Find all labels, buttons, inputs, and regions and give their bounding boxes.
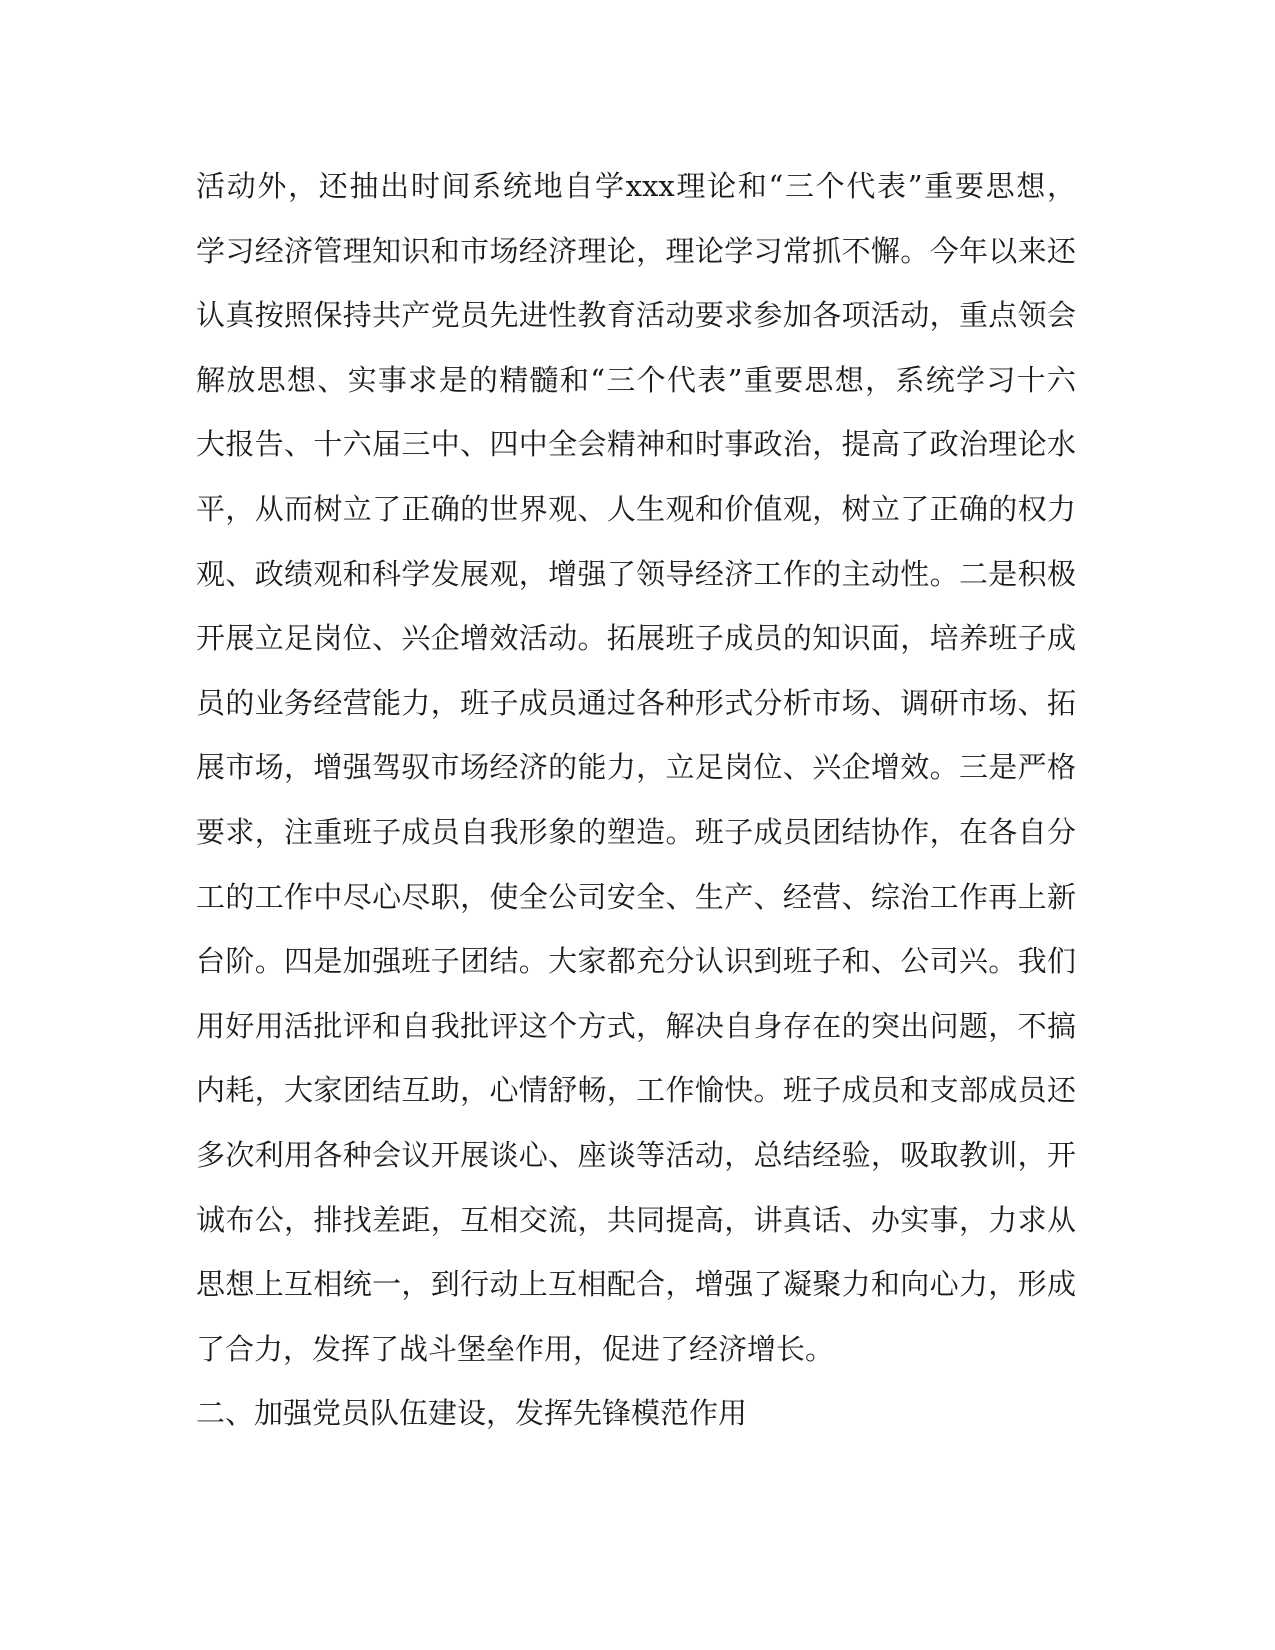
paragraph-line: 开展立足岗位、兴企增效活动。拓展班子成员的知识面，培养班子成 <box>196 621 1076 656</box>
paragraph-line: 用好用活批评和自我批评这个方式，解决自身存在的突出问题，不搞 <box>196 1008 1076 1043</box>
body-text <box>196 162 1076 1454</box>
section-heading: 二、加强党员队伍建设，发挥先锋模范作用 <box>196 1396 748 1431</box>
paragraph-line: 展市场，增强驾驭市场经济的能力，立足岗位、兴企增效。三是严格 <box>196 750 1076 785</box>
paragraph-line: 台阶。四是加强班子团结。大家都充分认识到班子和、公司兴。我们 <box>196 944 1076 979</box>
paragraph-line: 员的业务经营能力，班子成员通过各种形式分析市场、调研市场、拓 <box>196 685 1076 720</box>
paragraph-line: 认真按照保持共产党员先进性教育活动要求参加各项活动，重点领会 <box>196 298 1076 333</box>
paragraph-line: 内耗，大家团结互助，心情舒畅，工作愉快。班子成员和支部成员还 <box>196 1073 1076 1108</box>
paragraph-line: 观、政绩观和科学发展观，增强了领导经济工作的主动性。二是积极 <box>196 556 1076 591</box>
paragraph-line: 解放思想、实事求是的精髓和“三个代表”重要思想，系统学习十六 <box>196 362 1076 397</box>
paragraph-line: 多次利用各种会议开展谈心、座谈等活动，总结经验，吸取教训，开 <box>196 1137 1076 1172</box>
paragraph-line: 诚布公，排找差距，互相交流，共同提高，讲真话、办实事，力求从 <box>196 1202 1076 1237</box>
paragraph-line: 要求，注重班子成员自我形象的塑造。班子成员团结协作，在各自分 <box>196 814 1076 849</box>
paragraph-line: 工的工作中尽心尽职，使全公司安全、生产、经营、综治工作再上新 <box>196 879 1076 914</box>
paragraph-line: 平，从而树立了正确的世界观、人生观和价值观，树立了正确的权力 <box>196 491 1076 526</box>
paragraph-line: 活动外，还抽出时间系统地自学xxx理论和“三个代表”重要思想， <box>196 169 1076 203</box>
paragraph-line: 大报告、十六届三中、四中全会精神和时事政治，提高了政治理论水 <box>196 427 1076 462</box>
paragraph-line: 学习经济管理知识和市场经济理论，理论学习常抓不懈。今年以来还 <box>196 233 1076 268</box>
paragraph-line: 了合力，发挥了战斗堡垒作用，促进了经济增长。 <box>196 1331 835 1366</box>
paragraph-line: 思想上互相统一，到行动上互相配合，增强了凝聚力和向心力，形成 <box>196 1267 1076 1302</box>
